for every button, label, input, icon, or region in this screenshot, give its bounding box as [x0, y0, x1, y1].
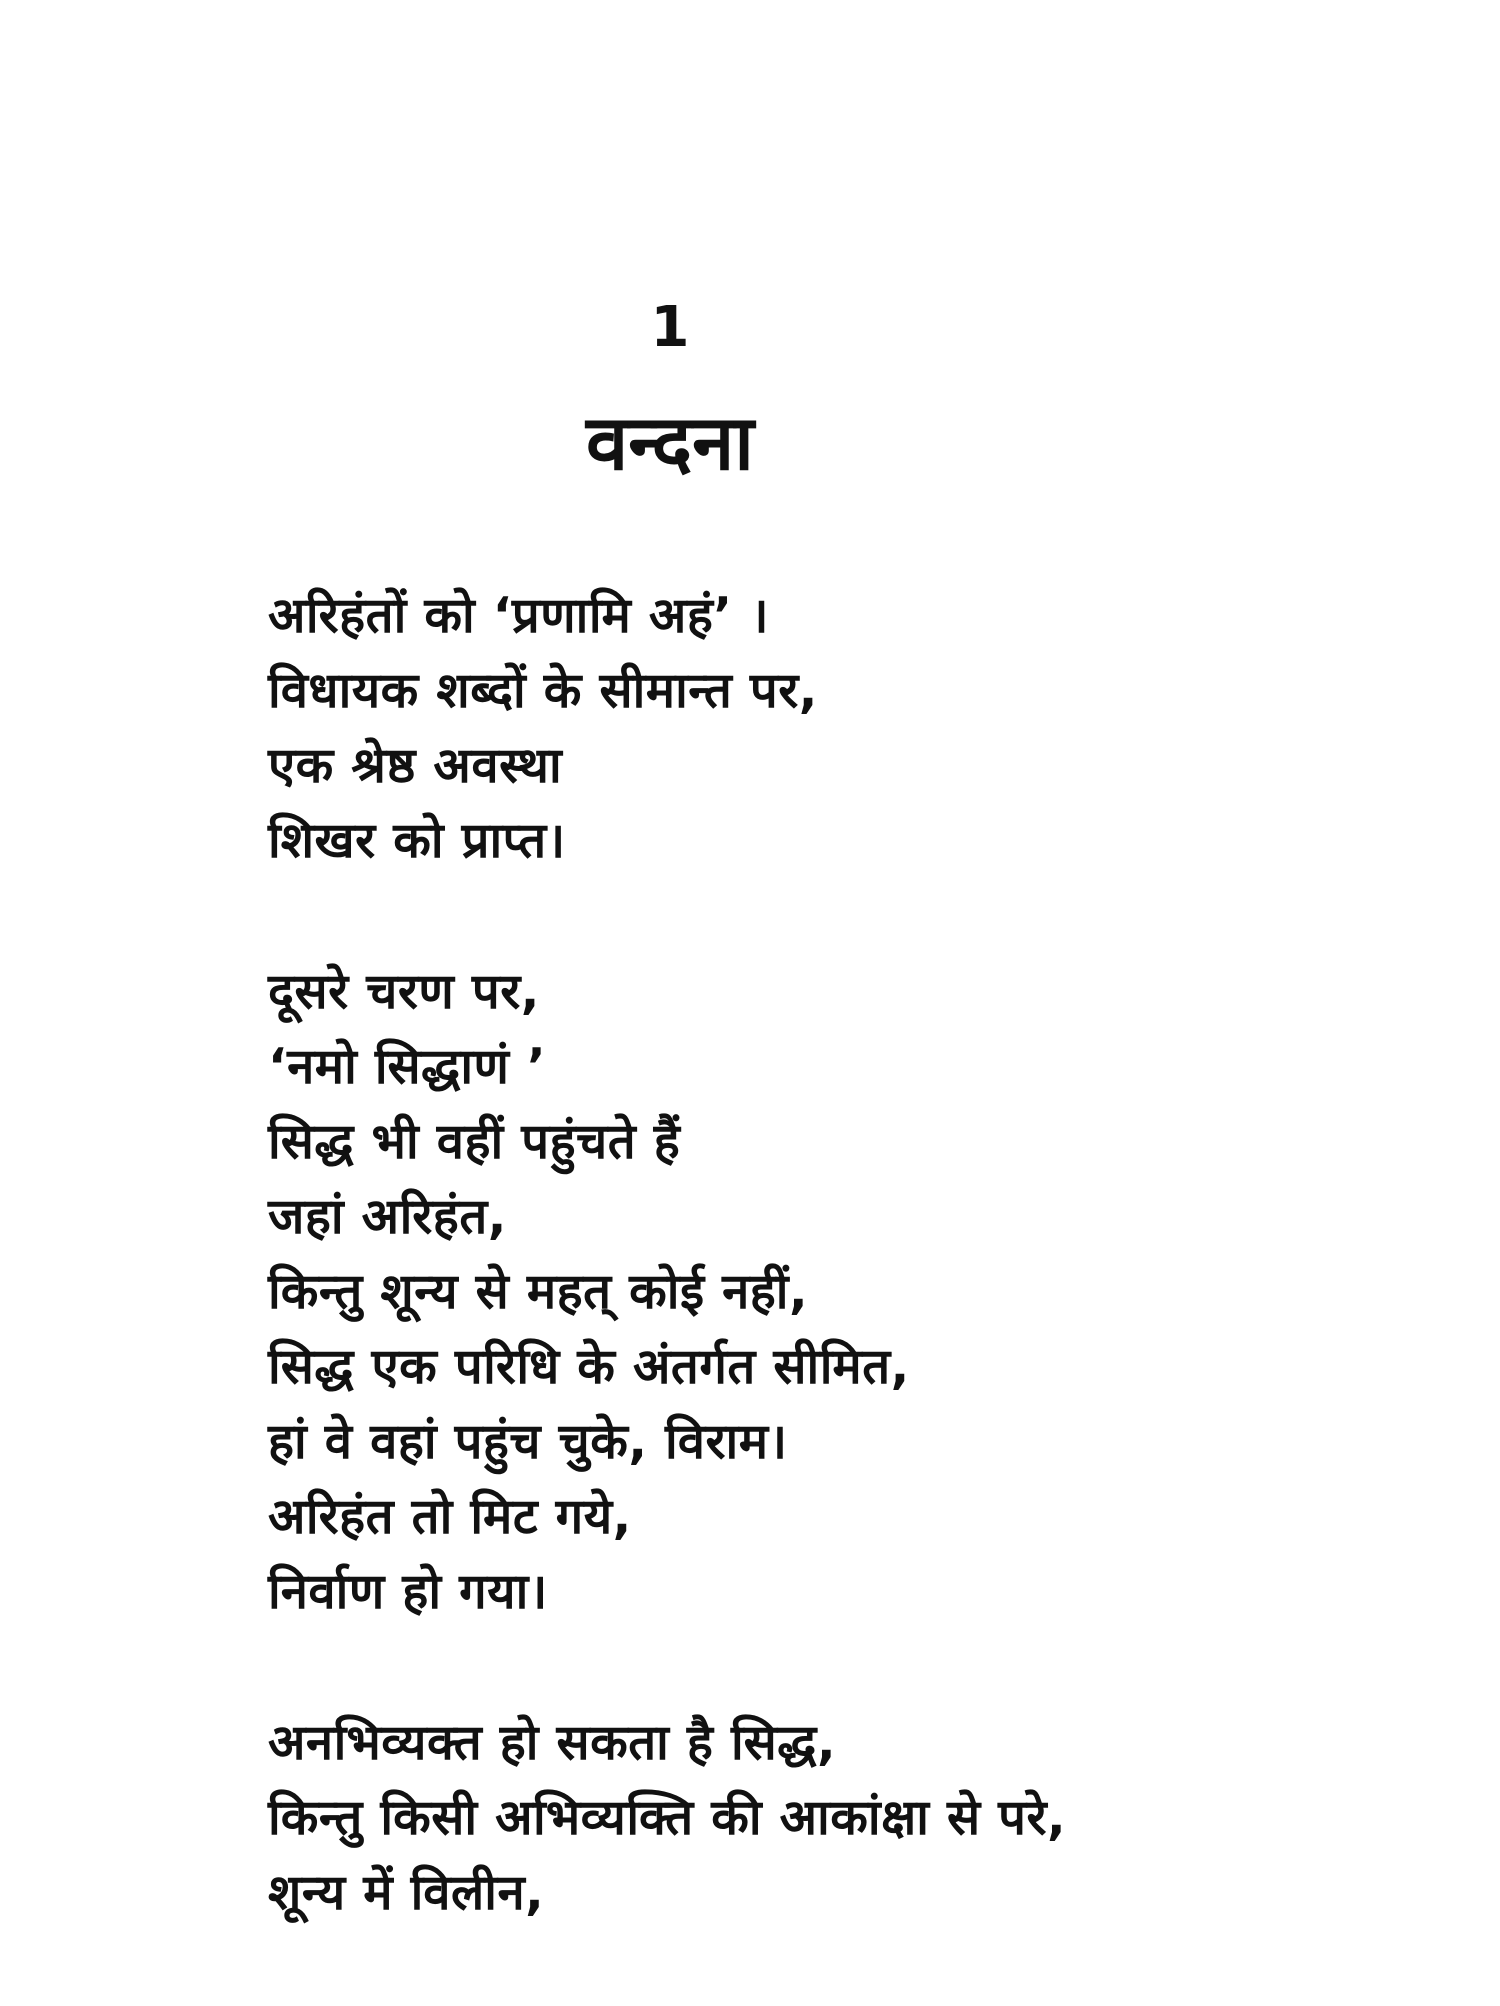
poem-line: किन्तु किसी अभिव्यक्ति की आकांक्षा से परे, — [268, 1789, 1067, 1846]
poem-line: सिद्ध भी वहीं पहुंचते हैं — [268, 1113, 681, 1170]
poem-line: विधायक शब्दों के सीमान्त पर, — [268, 662, 818, 719]
stanza-1 — [268, 578, 1418, 878]
poem-line: सिद्ध एक परिधि के अंतर्गत सीमित, — [268, 1338, 910, 1395]
poem-line: अरिहंत तो मिट गये, — [268, 1488, 632, 1545]
stanza-2 — [268, 954, 1418, 1629]
poem-line: अरिहंतों को ‘प्रणामि अहं’ । — [268, 587, 770, 644]
poem-line: शून्य में विलीन, — [268, 1864, 545, 1921]
poem-line: किन्तु शून्य से महत् कोई नहीं, — [268, 1263, 809, 1320]
stanza-3 — [268, 1705, 1418, 1930]
poem-line: जहां अरिहंत, — [268, 1188, 507, 1245]
chapter-title: वन्दना — [586, 398, 754, 487]
poem-line: शिखर को प्राप्त। — [268, 812, 566, 869]
chapter-number: 1 — [650, 295, 690, 360]
poem-line: अनभिव्यक्त हो सकता है सिद्ध, — [268, 1714, 837, 1771]
poem-line: दूसरे चरण पर, — [268, 963, 540, 1020]
poem-line: निर्वाण हो गया। — [268, 1563, 548, 1620]
poem-line: एक श्रेष्ठ अवस्था — [268, 737, 563, 794]
poem-body — [268, 578, 1418, 2006]
poem-line: हां वे वहां पहुंच चुके, विराम। — [268, 1413, 788, 1470]
poem-line: ‘नमो सिद्धाणं ’ — [268, 1038, 547, 1095]
